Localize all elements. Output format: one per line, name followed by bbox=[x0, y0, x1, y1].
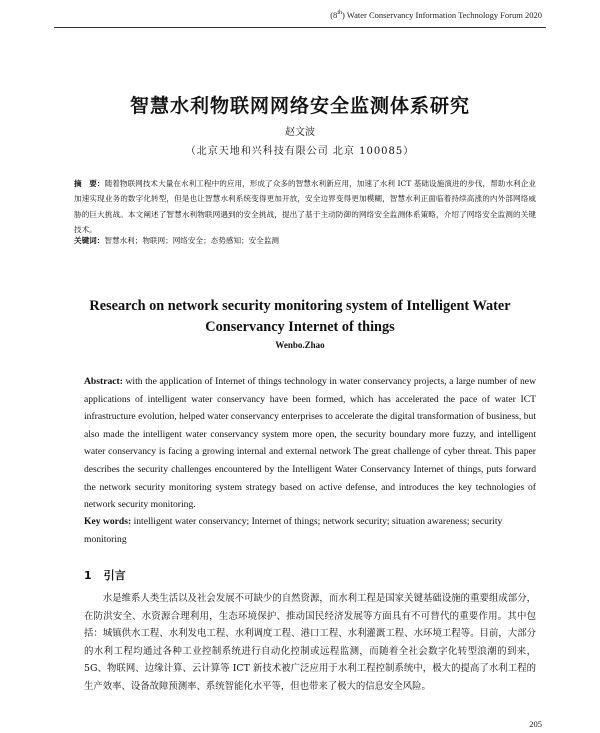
header-rule bbox=[54, 27, 546, 28]
page-number: 205 bbox=[529, 719, 542, 729]
chinese-abstract-text: 随着物联网技术大量在水利工程中的应用，形成了众多的智慧水利新应用，加速了水利 ICT 基础设施演进的步伐，帮助水利企业加速实现业务的数字化转型，但是也让智慧水利系统变得更加开放，安全边界变得更加模糊，智慧水利正面临着持续高涨的内外部网络威胁的巨大挑战。本文阐述了智慧水利物联网遇到的安全挑战，提出了基于主动防御的网络安全监测体系策略，介绍了网络安全监测的关键技术。 bbox=[74, 179, 537, 235]
chinese-title: 智慧水利物联网网络安全监测体系研究 bbox=[129, 95, 470, 117]
chinese-keywords-label: 关键词： bbox=[74, 236, 105, 245]
english-keywords-text: intelligent water conservancy; Internet of things; network security; situation awareness; security monitoring bbox=[84, 516, 503, 545]
section-body: 水是维系人类生活以及社会发展不可缺少的自然资源，而水利工程是国家关键基础设施的重要组成部分，在防洪安全、水资源合理利用，生态环境保护、推动国民经济发展等方面具有不可替代的重要作用。其中包括：城镇供水工程、水利发电工程、水利调度工程、港口工程、水利灌溉工程、水环境工程等。目前，大部分的水利工程均通过各种工业控制系统进行自动化控制或远程监测，而随着全社会数字化转型浪潮的到来，5G、物联网、边缘计算、云计算等 ICT 新技术被广泛应用于水利工程控制系统中，极大的提高了水利工程的生产效率、设备故障预测率、系统智能化水平等，但也带来了极大的信息安全风险。 bbox=[84, 593, 536, 692]
chinese-author: 赵文波 bbox=[285, 127, 315, 138]
chinese-keywords bbox=[74, 233, 536, 248]
english-title: Research on network security monitoring system of Intelligent Water Conservancy Internet of things bbox=[89, 298, 511, 335]
english-abstract-label: Abstract: bbox=[84, 376, 123, 387]
chinese-affiliation: （北京天地和兴科技有限公司 北京 100085） bbox=[185, 146, 415, 157]
section-number: 1 bbox=[84, 569, 92, 582]
chinese-keywords-text: 智慧水利；物联网；网络安全；态势感知；安全监测 bbox=[104, 236, 280, 245]
section-heading bbox=[84, 567, 126, 583]
english-abstract-text: with the application of Internet of things technology in water conservancy projects, a large number of new applications of intelligent water conservancy have been formed, which has accelerated the pace of water ICT infrastructure evolution, helped water conservancy enterprises to accelerate the digital transformation of business, but also made the intelligent water conservancy system more open, the security boundary more fuzzy, and intelligent water conservancy is facing a growing internal and external network The great challenge of cyber threat. This paper describes the security challenges encountered by the Intelligent Water Conservancy Internet of things, puts forward the network security monitoring system strategy based on active defense, and introduces the key technologies of network security monitoring. bbox=[84, 376, 536, 511]
english-keywords-label: Key words: bbox=[84, 516, 132, 527]
section-title: 引言 bbox=[103, 569, 126, 582]
chinese-abstract-label: 摘 要： bbox=[74, 179, 105, 188]
running-header: (8th) Water Conservancy Information Technology Forum 2020 bbox=[330, 10, 542, 20]
chinese-abstract bbox=[74, 176, 536, 238]
english-abstract bbox=[84, 373, 536, 514]
english-keywords bbox=[84, 513, 536, 548]
english-author: Wenbo.Zhao bbox=[275, 340, 325, 350]
